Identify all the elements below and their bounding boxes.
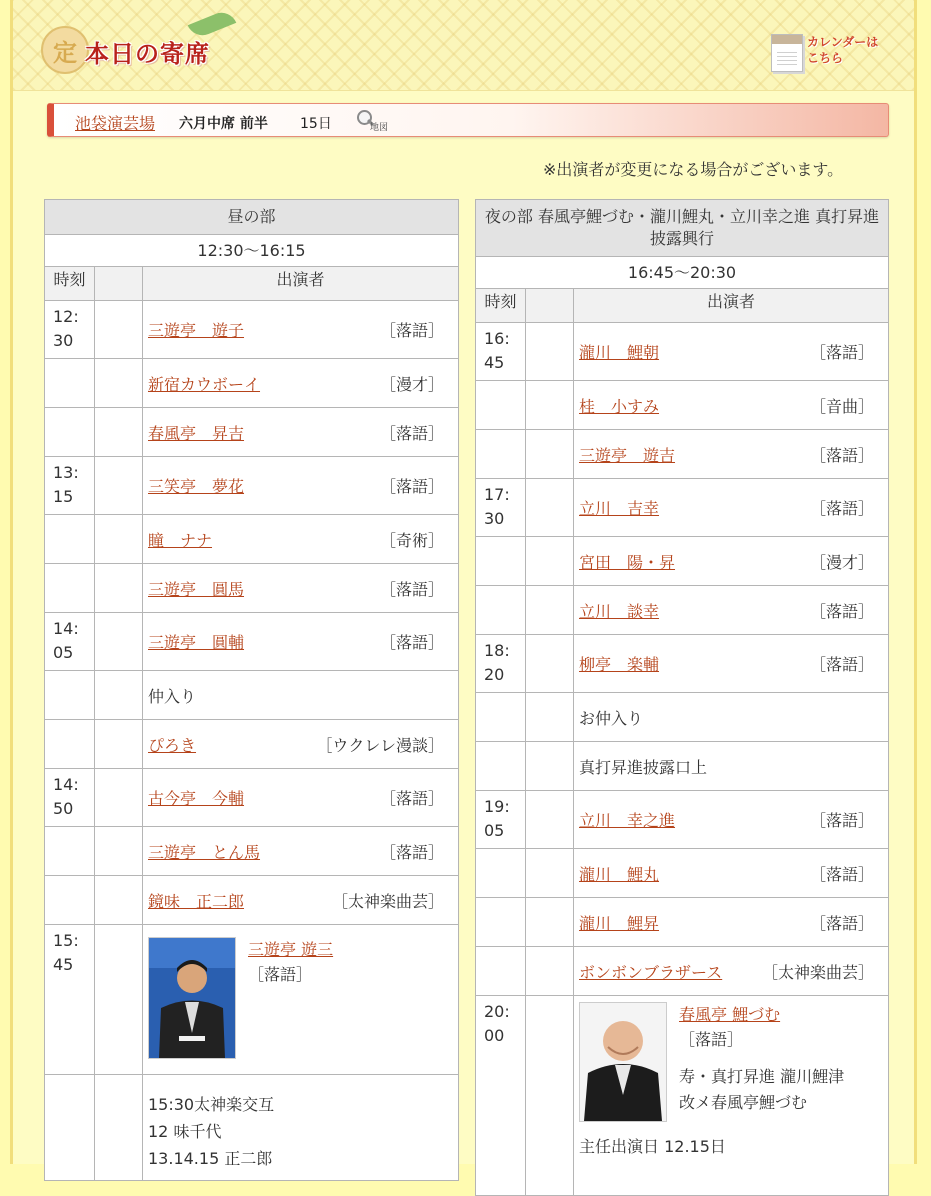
venue-bar [47,103,889,137]
day-program-table [44,199,459,1181]
performer-genre: ［落語］ [380,477,445,496]
performer-row [45,457,459,515]
slot-time [45,408,95,457]
slot-time [476,586,526,635]
slot-time [45,359,95,408]
performer-genre: ［漫才］ [380,374,445,394]
headliner-name-link[interactable]: 春風亭 鯉づむ [679,1005,781,1024]
performer-genre: ［漫才］ [810,552,875,572]
performer-genre: ［落語］ [810,601,875,621]
program-event: 真打昇進披露口上 [579,757,708,777]
slot-time [45,720,95,769]
performer-genre: ［落語］ [380,842,445,862]
headliner-row [45,925,459,1075]
performer-row [476,635,889,693]
performer-row [476,323,889,381]
program-period: 六月中席 前半 [179,116,268,132]
slot-time [476,381,526,430]
map-button[interactable] [357,109,397,131]
performer-genre: ［落語］ [810,811,875,830]
performer-name-link[interactable]: 新宿カウボーイ [148,374,261,394]
venue-link[interactable]: 池袋演芸場 [75,114,156,133]
performer-name-link[interactable]: 宮田 陽・昇 [579,552,676,572]
performer-row [476,693,889,742]
performer-name-link[interactable]: ぴろき [148,735,197,755]
performer-row [45,301,459,359]
performer-name-link[interactable]: 瀧川 鯉朝 [579,343,660,362]
performer-name-link[interactable]: 瀧川 鯉昇 [579,913,660,933]
performer-row [45,876,459,925]
performer-photo[interactable] [579,1002,667,1122]
slot-time [45,564,95,613]
headliner-time: 15: 45 [45,925,95,1075]
performer-photo[interactable] [148,937,236,1059]
performer-genre: ［落語］ [810,445,875,465]
performer-genre: ［落語］ [380,789,445,808]
slot-time: 14: 50 [45,769,95,827]
performer-name-link[interactable]: 立川 談幸 [579,601,660,621]
map-label: 地図 [370,123,389,133]
performer-row [476,586,889,635]
performer-genre: ［落語］ [380,579,445,599]
logo-mark-icon: 定 [41,26,89,74]
alternating-notes: 15:30太神楽交互 12 味千代 13.14.15 正二郎 [148,1095,275,1168]
header-banner [13,0,914,91]
performer-genre: ［ウクレレ漫談］ [316,735,445,755]
day-program-hours: 12:30〜16:15 [45,235,459,267]
program-event: 仲入り [148,686,197,706]
performer-genre: ［落語］ [380,423,445,443]
night-program-title: 夜の部 春風亭鯉づむ・瀧川鯉丸・立川幸之進 真打昇進披露興行 [476,200,889,257]
performer-row [476,898,889,947]
performer-name-link[interactable]: 三遊亭 圓馬 [148,579,245,599]
slot-time: 14: 05 [45,613,95,671]
performer-name-link[interactable]: 立川 吉幸 [579,499,660,518]
performer-genre: ［太神楽曲芸］ [332,891,445,911]
performer-row [45,671,459,720]
performer-name-link[interactable]: 古今亭 今輔 [148,789,245,808]
slot-time [476,537,526,586]
performer-column-header: 出演者 [574,289,889,323]
performer-genre: ［落語］ [380,633,445,652]
night-program-hours: 16:45〜20:30 [476,257,889,289]
performer-row [476,947,889,996]
performer-genre: ［落語］ [810,655,875,674]
logo-title: 本日の寄席 [85,40,210,68]
performer-name-link[interactable]: 瀧川 鯉丸 [579,864,660,884]
performer-row [45,613,459,671]
performer-name-link[interactable]: 柳亭 楽輔 [579,655,660,674]
performer-column-header: 出演者 [143,267,459,301]
calendar-button[interactable] [771,32,897,72]
performer-row [476,537,889,586]
performer-genre: ［落語］ [810,343,875,362]
slot-time [45,671,95,720]
headliner-row [476,996,889,1196]
program-day: 15日 [300,116,332,132]
performer-row [476,791,889,849]
performer-genre: ［奇術］ [380,530,445,550]
performer-genre: ［音曲］ [810,396,875,416]
performer-name-link[interactable]: 鏡味 正二郎 [148,891,245,911]
performer-row [476,381,889,430]
performer-genre: ［落語］ [810,864,875,884]
performer-name-link[interactable]: 三遊亭 遊子 [148,321,245,340]
slot-time: 16: 45 [476,323,526,381]
performer-genre: ［落語］ [380,321,445,340]
slot-time [476,947,526,996]
performer-genre: ［落語］ [810,499,875,518]
calendar-label: カレンダーは こちら [807,35,879,65]
slot-time [476,693,526,742]
performer-row [45,720,459,769]
headliner-name-link[interactable]: 三遊亭 遊三 [248,940,334,959]
headliner-genre: ［落語］ [248,965,313,984]
headliner-time: 20: 00 [476,996,526,1196]
program-event: お仲入り [579,708,644,728]
performer-row [45,769,459,827]
performer-row [45,515,459,564]
performer-name-link[interactable]: 三遊亭 遊吉 [579,445,676,465]
slot-time: 19: 05 [476,791,526,849]
performer-name-link[interactable]: 桂 小すみ [579,396,660,416]
performer-name-link[interactable]: 三笑亭 夢花 [148,477,245,496]
performer-name-link[interactable]: 三遊亭 圓輔 [148,633,245,652]
slot-time: 12: 30 [45,301,95,359]
slot-time [476,849,526,898]
performer-genre: ［太神楽曲芸］ [762,962,875,982]
performer-row [45,359,459,408]
time-column-header: 時刻 [476,289,526,323]
slot-time [476,742,526,791]
calendar-icon [771,34,803,72]
slot-time: 18: 20 [476,635,526,693]
headliner-days: 主任出演日 12.15日 [579,1137,726,1156]
slot-time [476,430,526,479]
time-column-header: 時刻 [45,267,95,301]
headliner-genre: ［落語］ [679,1030,744,1049]
slot-time [476,898,526,947]
performer-name-link[interactable]: 立川 幸之進 [579,811,676,830]
slot-time [45,515,95,564]
performer-name-link[interactable]: 瞳 ナナ [148,530,213,550]
night-program-table [475,199,889,1196]
day-program-title: 昼の部 [45,200,459,235]
performer-row [476,742,889,791]
slot-time [45,827,95,876]
performer-row [45,408,459,457]
slot-time [45,876,95,925]
site-logo[interactable] [39,12,249,80]
performer-row [476,479,889,537]
performer-name-link[interactable]: ボンボンブラザース [579,962,723,982]
notes-row [45,1075,459,1181]
performer-row [45,564,459,613]
performer-name-link[interactable]: 春風亭 昇吉 [148,423,245,443]
cast-change-notice: ※出演者が変更になる場合がございます。 [543,160,844,179]
performer-genre: ［落語］ [810,913,875,933]
headliner-description: 寿・真打昇進 瀧川鯉津 改メ春風亭鯉づむ [679,1067,845,1112]
slot-time: 17: 30 [476,479,526,537]
slot-time: 13: 15 [45,457,95,515]
performer-row [476,849,889,898]
performer-row [45,827,459,876]
performer-name-link[interactable]: 三遊亭 とん馬 [148,842,261,862]
performer-row [476,430,889,479]
